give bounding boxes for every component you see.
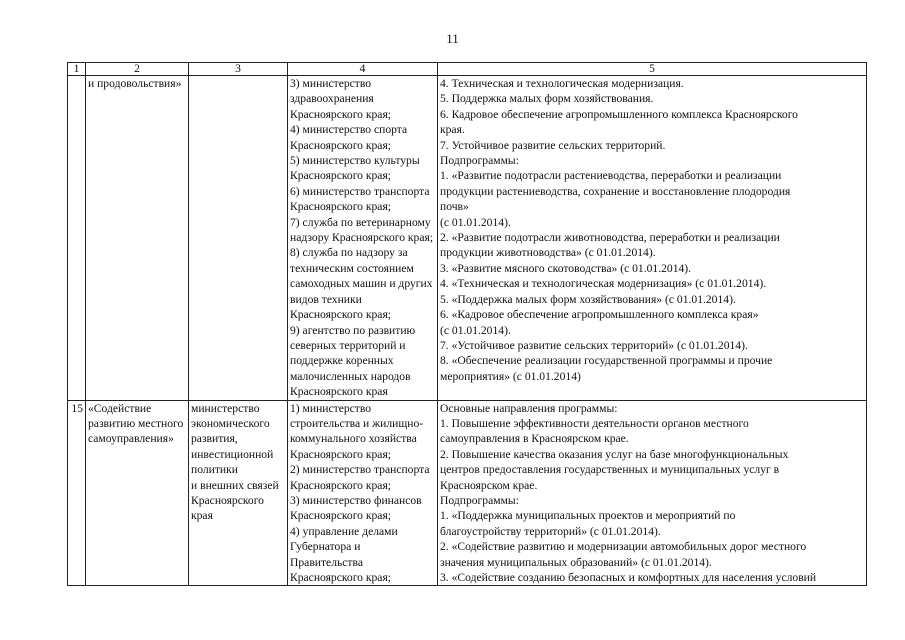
text-line: малочисленных народов: [290, 369, 411, 383]
column-number-2: 2: [86, 63, 189, 76]
text-line: самоходных машин и других: [290, 277, 433, 291]
text-line: политики: [191, 463, 238, 477]
text-line: поддержке коренных: [290, 354, 394, 368]
text-line: министерство: [191, 401, 260, 415]
responsible-executor-cell: [189, 76, 288, 401]
text-line: 4) управление делами: [290, 524, 398, 538]
text-line: 2. Повышение качества оказания услуг на базе многофункциональных: [440, 447, 789, 461]
text-line: значения муниципальных образований» (с 01.01.2014).: [440, 555, 712, 569]
text-line: и внешних связей: [191, 478, 279, 492]
text-line: 7. Устойчивое развитие сельских территорий.: [440, 138, 666, 152]
text-line: «Содействие: [88, 401, 152, 415]
program-details-cell: [438, 76, 867, 401]
text-line: здравоохранения: [290, 92, 374, 106]
text-line: (с 01.01.2014).: [440, 323, 511, 337]
text-line: Красноярского края;: [290, 308, 392, 322]
text-line: Подпрограммы:: [440, 154, 519, 168]
program-table: [67, 62, 867, 586]
text-line: Красноярского края;: [290, 571, 392, 584]
text-line: 3) министерство: [290, 77, 372, 90]
text-line: 5) министерство культуры: [290, 154, 420, 168]
text-line: Красноярского края;: [290, 447, 392, 461]
text-line: развития,: [191, 432, 238, 446]
text-line: 4. «Техническая и технологическая модернизация» (с 01.01.2014).: [440, 277, 767, 291]
column-number-3: 3: [189, 63, 288, 76]
text-line: Губернатора и: [290, 540, 361, 554]
table-row: [68, 400, 867, 586]
text-line: 1) министерство: [290, 401, 372, 415]
text-line: строительства и жилищно-: [290, 416, 424, 430]
text-line: коммунального хозяйства: [290, 432, 417, 446]
text-line: 7) служба по ветеринарному: [290, 215, 431, 229]
text-line: (с 01.01.2014).: [440, 215, 511, 229]
text-line: Красноярского края;: [290, 138, 392, 152]
text-line: 3. «Развитие мясного скотоводства» (с 01.01.2014).: [440, 261, 692, 275]
text-line: инвестиционной: [191, 447, 274, 461]
text-line: 5. Поддержка малых форм хозяйствования.: [440, 92, 654, 106]
text-line: 4) министерство спорта: [290, 123, 408, 137]
text-line: 8) служба по надзору за: [290, 246, 408, 260]
table-row: [68, 76, 867, 401]
text-line: края: [191, 509, 213, 523]
text-line: экономического: [191, 416, 270, 430]
text-line: Основные направления программы:: [440, 401, 618, 415]
text-line: Красноярского края;: [290, 200, 392, 214]
row-number: [68, 76, 86, 401]
text-line: техническим состоянием: [290, 261, 414, 275]
text-line: мероприятия» (с 01.01.2014): [440, 369, 581, 383]
column-number-1: 1: [68, 63, 86, 76]
column-number-4: 4: [288, 63, 438, 76]
text-line: Красноярского края;: [290, 169, 392, 183]
text-line: 1. «Развитие подотрасли растениеводства, переработки и реализации: [440, 169, 782, 183]
text-line: Подпрограммы:: [440, 493, 519, 507]
text-line: 8. «Обеспечение реализации государственной программы и прочие: [440, 354, 773, 368]
text-line: Красноярского края: [290, 385, 388, 399]
text-line: почв»: [440, 200, 469, 214]
co-executors-cell: [288, 400, 438, 586]
text-line: продукции животноводства» (с 01.01.2014).: [440, 246, 656, 260]
program-name-cell: [86, 400, 189, 586]
text-line: 6. Кадровое обеспечение агропромышленного комплекса Красноярского: [440, 107, 798, 121]
page-number: 11: [446, 31, 459, 46]
text-line: самоуправления»: [88, 432, 174, 446]
text-line: Красноярского края;: [290, 107, 392, 121]
text-line: 1. «Поддержка муниципальных проектов и мероприятий по: [440, 509, 736, 523]
text-line: Красноярского края;: [290, 509, 392, 523]
text-line: 5. «Поддержка малых форм хозяйствования» (с 01.01.2014).: [440, 292, 736, 306]
text-line: самоуправления в Красноярском крае.: [440, 432, 629, 446]
text-line: продукции растениеводства, сохранение и восстановление плодородия: [440, 184, 791, 198]
co-executors-cell: [288, 76, 438, 401]
program-name-cell: [86, 76, 189, 401]
text-line: развитию местного: [88, 416, 184, 430]
text-line: 4. Техническая и технологическая модернизация.: [440, 77, 684, 90]
text-line: 3. «Содействие созданию безопасных и комфортных для населения условий: [440, 571, 817, 584]
text-line: видов техники: [290, 292, 362, 306]
text-line: северных территорий и: [290, 338, 406, 352]
text-line: 6) министерство транспорта: [290, 184, 430, 198]
text-line: и продовольствия»: [88, 77, 182, 90]
text-line: Правительства: [290, 555, 363, 569]
text-line: 1. Повышение эффективности деятельности органов местного: [440, 416, 749, 430]
text-line: Красноярского: [191, 493, 264, 507]
text-line: 9) агентство по развитию: [290, 323, 416, 337]
text-line: 2) министерство транспорта: [290, 463, 430, 477]
text-line: Красноярском крае.: [440, 478, 538, 492]
text-line: 3) министерство финансов: [290, 493, 422, 507]
text-line: Красноярского края;: [290, 478, 392, 492]
responsible-executor-cell: [189, 400, 288, 586]
text-line: надзору Красноярского края;: [290, 231, 434, 245]
text-line: 2. «Содействие развитию и модернизации автомобильных дорог местного: [440, 540, 807, 554]
text-line: 7. «Устойчивое развитие сельских территорий» (с 01.01.2014).: [440, 338, 748, 352]
text-line: 2. «Развитие подотрасли животноводства, переработки и реализации: [440, 231, 780, 245]
text-line: благоустройству территорий» (с 01.01.2014).: [440, 524, 661, 538]
row-number: 15: [68, 400, 86, 586]
text-line: центров предоставления государственных и муниципальных услуг в: [440, 463, 780, 477]
table-header-row: [68, 63, 867, 76]
text-line: 6. «Кадровое обеспечение агропромышленного комплекса края»: [440, 308, 759, 322]
program-details-cell: [438, 400, 867, 586]
text-line: края.: [440, 123, 465, 137]
column-number-5: 5: [438, 63, 867, 76]
